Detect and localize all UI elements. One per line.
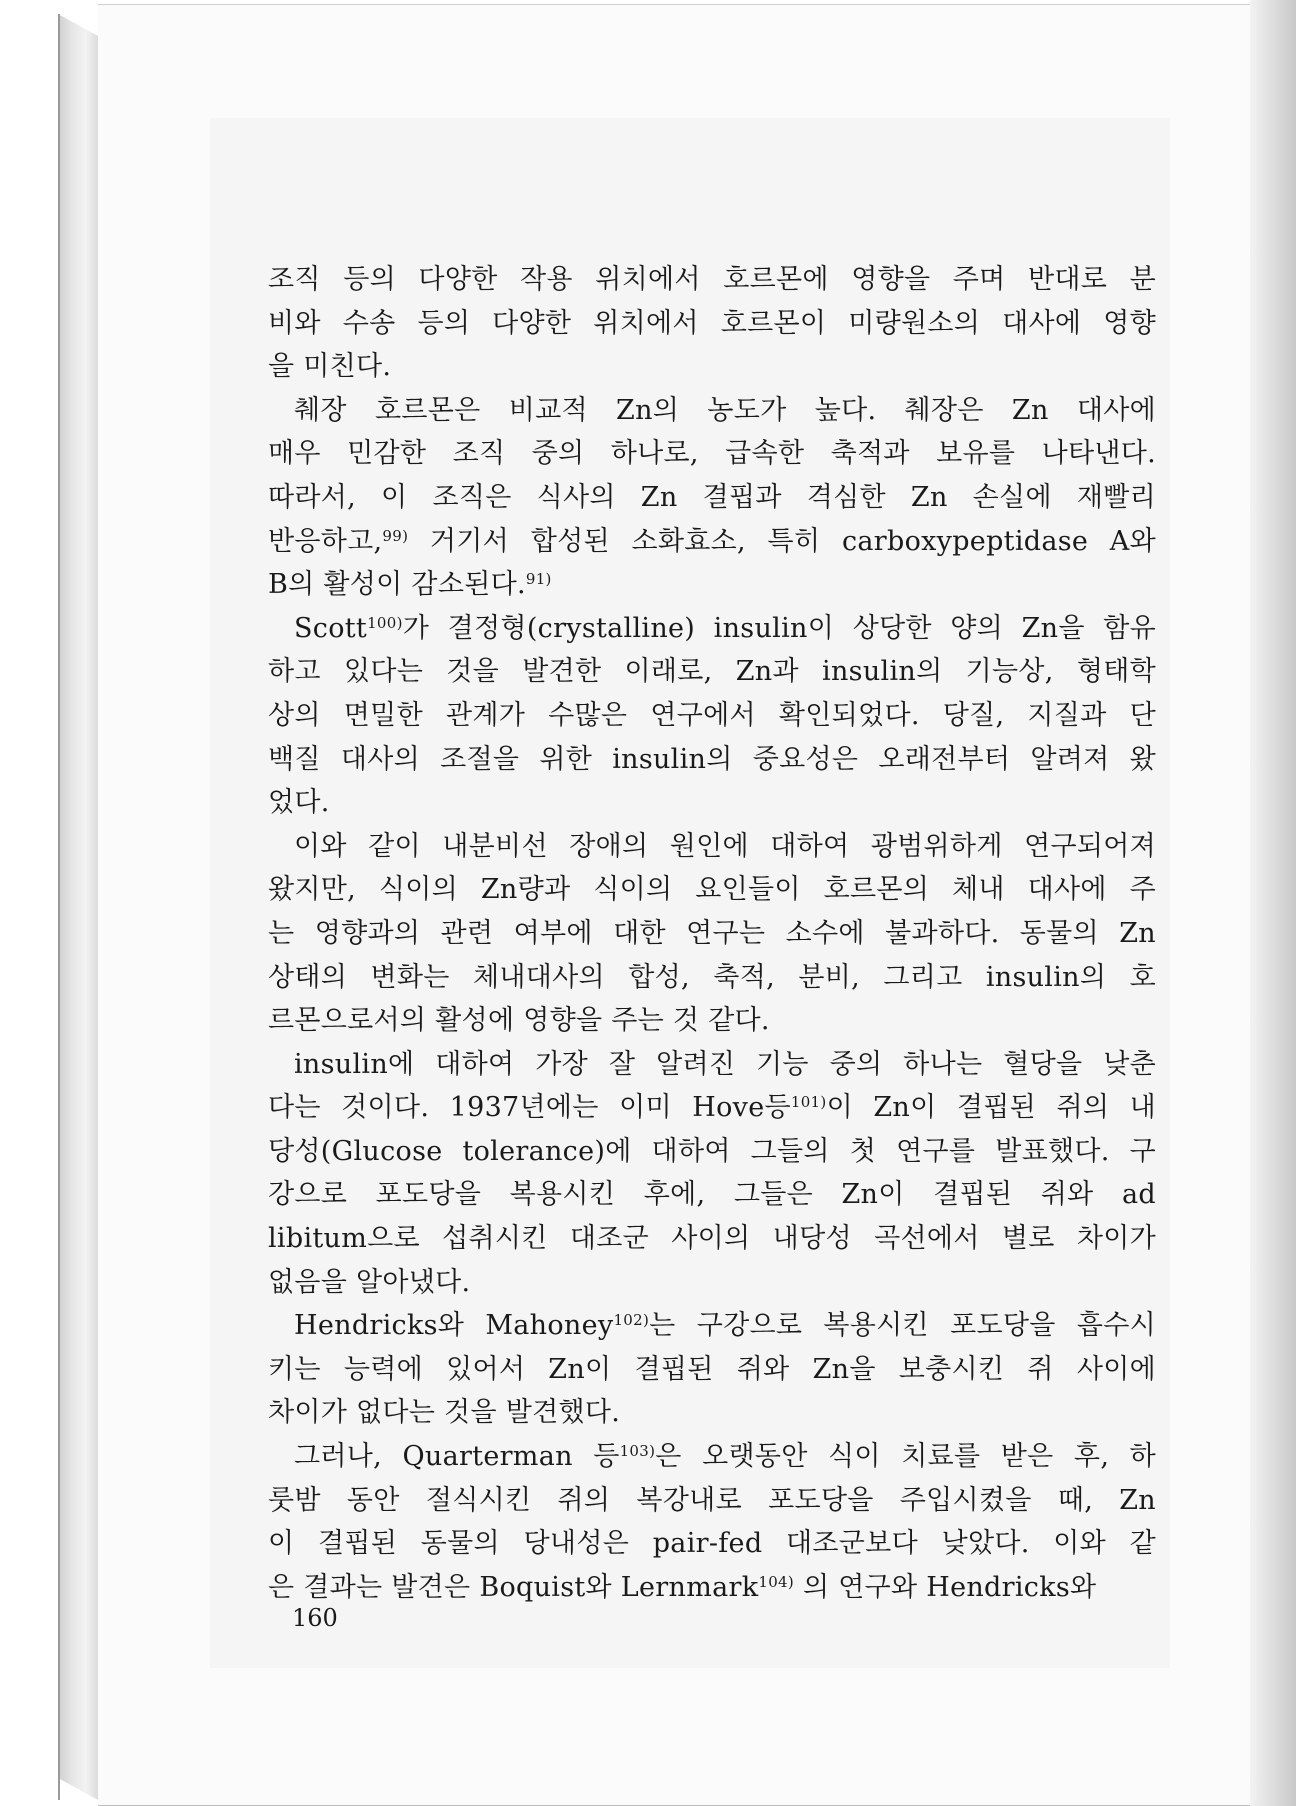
- footnote-reference: 103): [619, 1442, 656, 1461]
- line-text: B의 활성이 감소된다.: [268, 569, 526, 601]
- paragraph: [268, 1435, 1156, 1609]
- line-text-continued: 의 연구와 Hendricks와: [794, 1571, 1097, 1603]
- text-line: [268, 563, 1156, 607]
- text-line: [268, 1522, 1156, 1566]
- text-line: [268, 345, 1156, 389]
- line-text: insulin에 대하여 가장 잘 알려진 기능 중의 하나는 혈당을 낮춘: [294, 1048, 1156, 1080]
- footnote-reference: 99): [382, 526, 409, 545]
- paragraph: [268, 1043, 1156, 1305]
- text-line: [268, 999, 1156, 1043]
- text-line: [268, 389, 1156, 433]
- line-text-continued: 는 구강으로 복용시킨 포도당을 흡수시: [649, 1310, 1156, 1342]
- text-line: [268, 825, 1156, 869]
- text-line: [268, 956, 1156, 1000]
- line-text: 은 결과는 발견은 Boquist와 Lernmark: [268, 1571, 759, 1603]
- text-line: [268, 1261, 1156, 1305]
- line-text: 비와 수송 등의 다양한 위치에서 호르몬이 미량원소의 대사에 영향: [268, 307, 1156, 339]
- line-text: 그러나, Quarterman 등: [294, 1441, 620, 1473]
- text-line: [268, 1304, 1156, 1348]
- text-line: [268, 1435, 1156, 1479]
- page-number: 160: [292, 1604, 338, 1632]
- line-text: 룻밤 동안 절식시킨 쥐의 복강내로 포도당을 주입시켰을 때, Zn: [268, 1484, 1156, 1516]
- book-right-shadow: [1250, 0, 1296, 1806]
- text-line: [268, 258, 1156, 302]
- text-line: [268, 1130, 1156, 1174]
- text-line: [268, 868, 1156, 912]
- text-line: [268, 1566, 1156, 1610]
- line-text-continued: 가 결정형(crystalline) insulin이 상당한 양의 Zn을 함유: [402, 612, 1156, 644]
- line-text: 차이가 없다는 것을 발견했다.: [268, 1397, 621, 1429]
- paragraph: [268, 258, 1156, 389]
- line-text: 었다.: [268, 787, 330, 819]
- line-text: 는 영향과의 관련 여부에 대한 연구는 소수에 불과하다. 동물의 Zn: [268, 917, 1156, 949]
- line-text: 췌장 호르몬은 비교적 Zn의 농도가 높다. 췌장은 Zn 대사에: [294, 394, 1156, 426]
- line-text: 왔지만, 식이의 Zn량과 식이의 요인들이 호르몬의 체내 대사에 주: [268, 874, 1156, 906]
- line-text: 이와 같이 내분비선 장애의 원인에 대하여 광범위하게 연구되어져: [294, 830, 1156, 862]
- line-text: 을 미친다.: [268, 351, 392, 383]
- line-text: 하고 있다는 것을 발견한 이래로, Zn과 insulin의 기능상, 형태학: [268, 656, 1156, 688]
- text-line: [268, 650, 1156, 694]
- text-line: [268, 1391, 1156, 1435]
- footnote-reference: 102): [613, 1311, 650, 1330]
- text-line: [268, 302, 1156, 346]
- text-line: [268, 738, 1156, 782]
- paragraph: [268, 389, 1156, 607]
- text-line: [268, 520, 1156, 564]
- line-text: 반응하고,: [268, 525, 383, 557]
- line-text: Hendricks와 Mahoney: [294, 1310, 614, 1342]
- text-line: [268, 432, 1156, 476]
- line-text: 키는 능력에 있어서 Zn이 결핍된 쥐와 Zn을 보충시킨 쥐 사이에: [268, 1353, 1156, 1385]
- footnote-reference: 100): [367, 613, 403, 632]
- text-line: [268, 781, 1156, 825]
- text-line: [268, 912, 1156, 956]
- line-text: 백질 대사의 조절을 위한 insulin의 중요성은 오래전부터 알려져 왔: [268, 743, 1156, 775]
- line-text: 따라서, 이 조직은 식사의 Zn 결핍과 격심한 Zn 손실에 재빨리: [268, 481, 1156, 513]
- footnote-reference: 91): [525, 570, 552, 589]
- line-text: 당성(Glucose tolerance)에 대하여 그들의 첫 연구를 발표했다. 구: [268, 1135, 1156, 1167]
- line-text-continued: 이 Zn이 결핍된 쥐의 내: [826, 1092, 1156, 1124]
- text-line: [268, 1173, 1156, 1217]
- line-text: Scott: [294, 612, 368, 644]
- line-text: 르몬으로서의 활성에 영향을 주는 것 같다.: [268, 1005, 770, 1037]
- line-text: 상의 면밀한 관계가 수많은 연구에서 확인되었다. 당질, 지질과 단: [268, 699, 1156, 731]
- line-text: 조직 등의 다양한 작용 위치에서 호르몬에 영향을 주며 반대로 분: [268, 264, 1156, 295]
- text-line: [268, 476, 1156, 520]
- line-text: 강으로 포도당을 복용시킨 후에, 그들은 Zn이 결핍된 쥐와 ad: [268, 1179, 1156, 1211]
- text-line: [268, 1086, 1156, 1130]
- footnote-reference: 104): [758, 1572, 795, 1591]
- text-line: [268, 1348, 1156, 1392]
- line-text-continued: 은 오랫동안 식이 치료를 받은 후, 하: [655, 1441, 1156, 1473]
- line-text: 매우 민감한 조직 중의 하나로, 급속한 축적과 보유를 나타낸다.: [268, 438, 1156, 470]
- line-text: libitum으로 섭취시킨 대조군 사이의 내당성 곡선에서 별로 차이가: [268, 1223, 1156, 1255]
- line-text: 상태의 변화는 체내대사의 합성, 축적, 분비, 그리고 insulin의 호: [268, 961, 1156, 993]
- text-line: [268, 1217, 1156, 1261]
- book-spine-edge: [58, 14, 60, 1800]
- footnote-reference: 101): [790, 1093, 827, 1112]
- paragraph: [268, 825, 1156, 1043]
- paragraph: [268, 1304, 1156, 1435]
- paragraph: [268, 607, 1156, 825]
- text-line: [268, 607, 1156, 651]
- line-text: 없음을 알아냈다.: [268, 1266, 471, 1298]
- line-text: 다는 것이다. 1937년에는 이미 Hove등: [268, 1092, 791, 1124]
- line-text-continued: 거기서 합성된 소화효소, 특히 carboxypeptidase A와: [408, 525, 1156, 557]
- book-spine: [58, 14, 98, 1800]
- text-line: [268, 694, 1156, 738]
- text-line: [268, 1043, 1156, 1087]
- text-line: [268, 1479, 1156, 1523]
- page-body-text: [268, 258, 1156, 1609]
- line-text: 이 결핍된 동물의 당내성은 pair-fed 대조군보다 낮았다. 이와 같: [268, 1528, 1156, 1560]
